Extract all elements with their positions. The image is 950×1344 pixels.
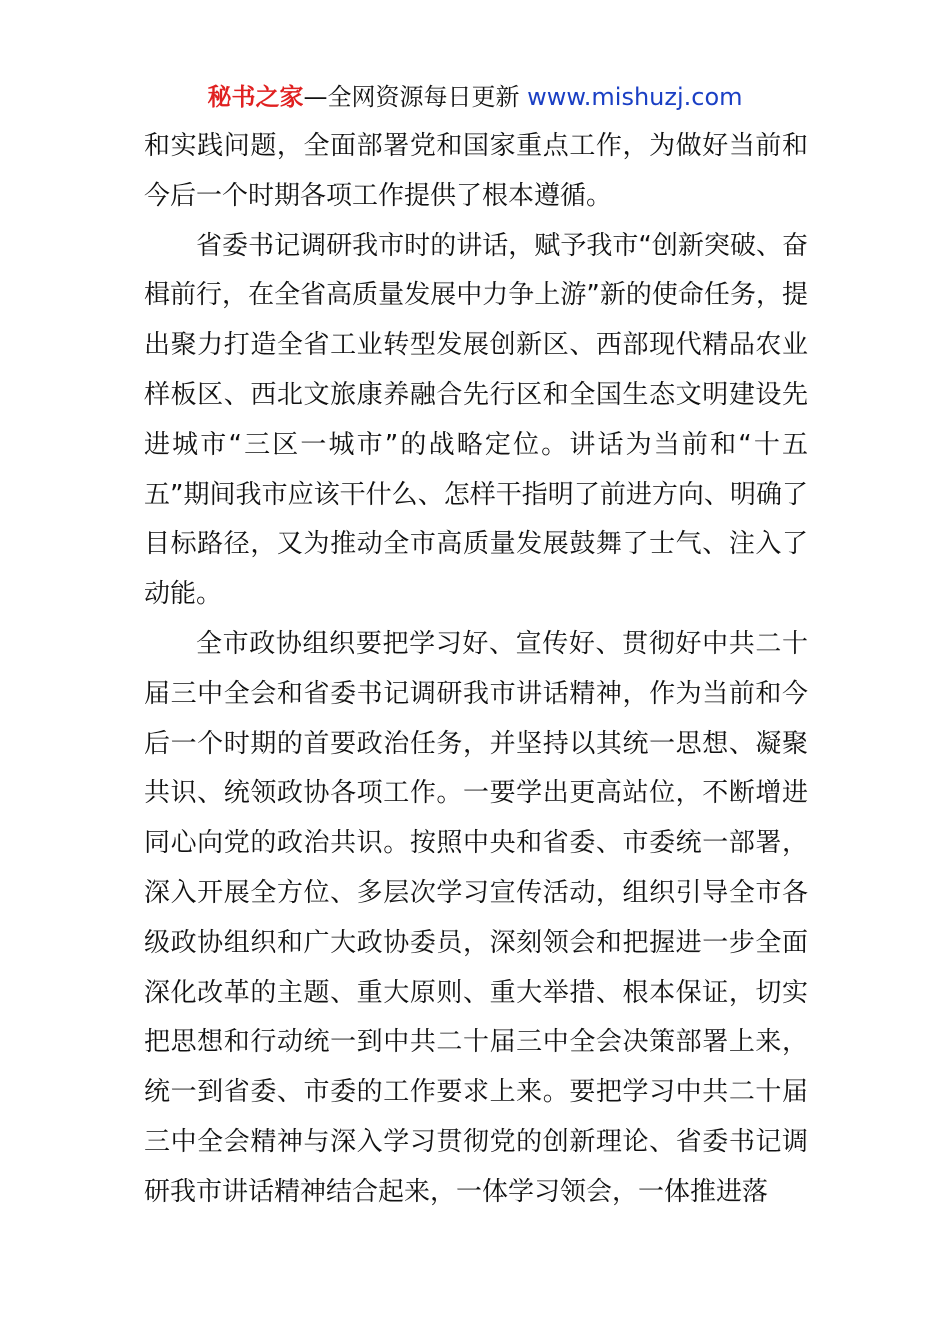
site-url-link[interactable]: www.mishuzj.com bbox=[527, 83, 743, 111]
site-brand: 秘书之家 bbox=[207, 83, 304, 111]
page-header bbox=[0, 80, 950, 114]
paragraph-cppcc-tasks: 全市政协组织要把学习好、宣传好、贯彻好中共二十届三中全会和省委书记调研我市讲话精神，作为当前和今后一个时期的首要政治任务，并坚持以其统一思想、凝聚共识、统领政协各项工作。一要学出更高站位，不断增进同心向党的政治共识。按照中央和省委、市委统一部署，深入开展全方位、多层次学习宣传活动，组织引导全市各级政协组织和广大政协委员，深刻领会和把握进一步全面深化改革的主题、重大原则、重大举措、根本保证，切实把思想和行动统一到中共二十届三中全会决策部署上来，统一到省委、市委的工作要求上来。要把学习中共二十届三中全会精神与深入学习贯彻党的创新理论、省委书记调研我市讲话精神结合起来，一体学习领会，一体推进落 bbox=[144, 628, 808, 1207]
site-tagline: —全网资源每日更新 bbox=[303, 83, 528, 111]
paragraph-speech: 省委书记调研我市时的讲话，赋予我市“创新突破、奋楫前行，在全省高质量发展中力争上游”新的使命任务，提出聚力打造全省工业转型发展创新区、西部现代精品农业样板区、西北文旅康养融合先行区和全国生态文明建设先进城市“三区一城市”的战略定位。讲话为当前和“十五五”期间我市应该干什么、怎样干指明了前进方向、明确了目标路径，又为推动全市高质量发展鼓舞了士气、注入了动能。 bbox=[144, 230, 808, 610]
document-body bbox=[144, 122, 808, 1218]
paragraph-continued: 和实践问题，全面部署党和国家重点工作，为做好当前和今后一个时期各项工作提供了根本遵循。 bbox=[144, 131, 808, 211]
